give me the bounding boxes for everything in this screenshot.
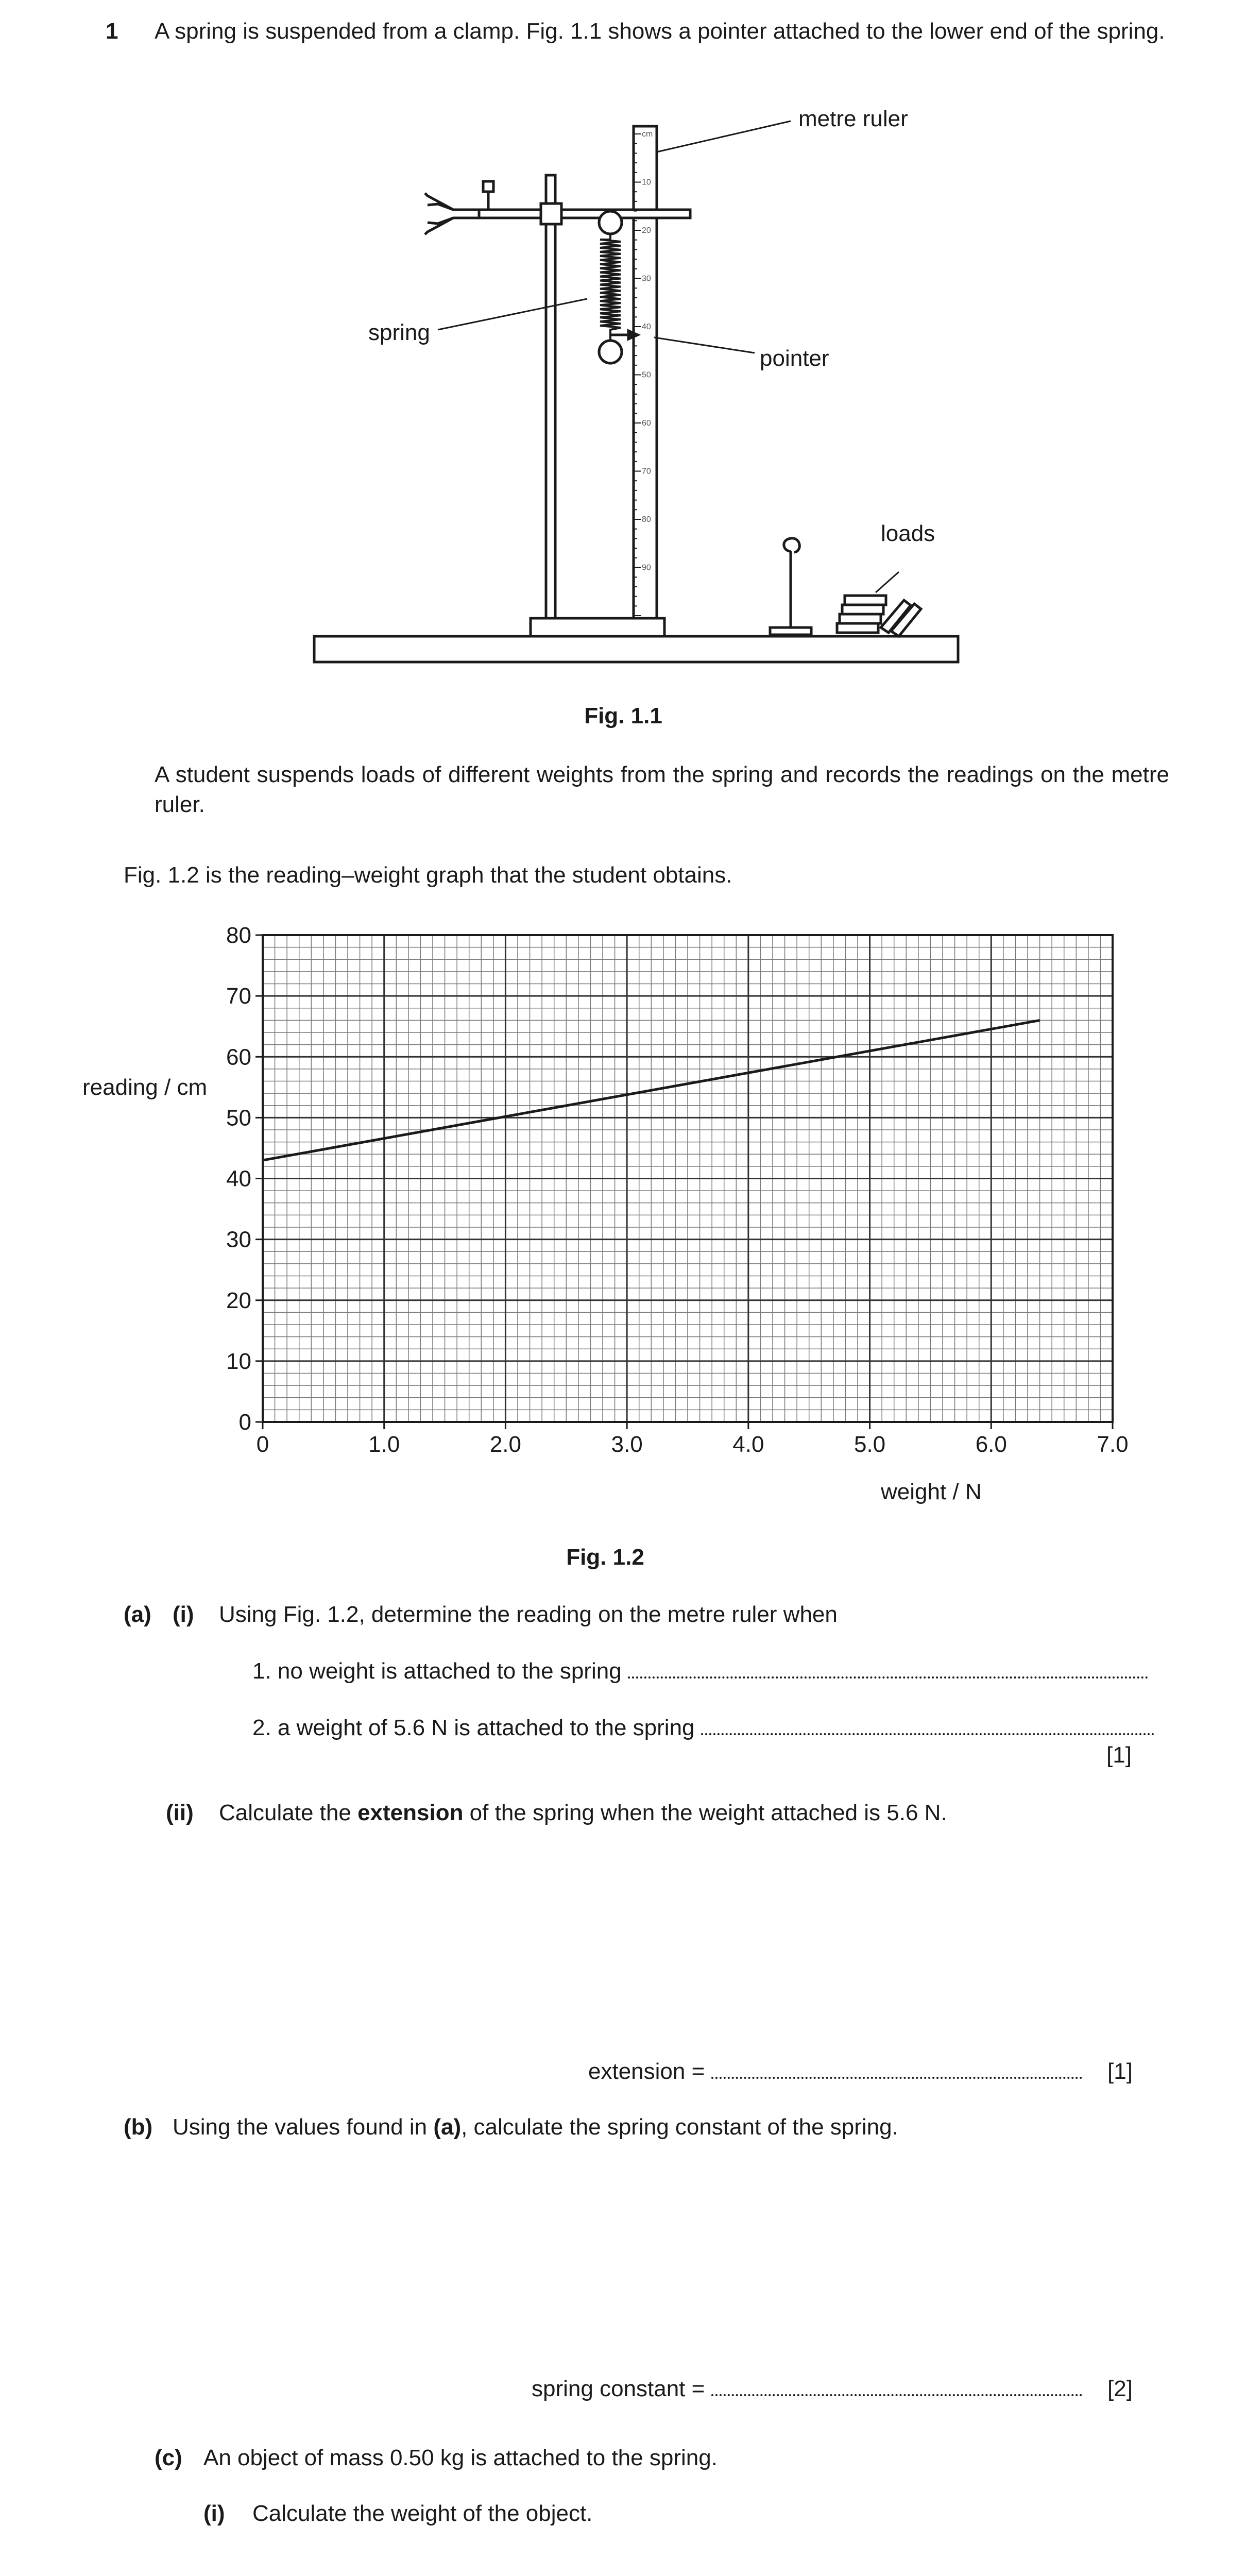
y-tick-label: 10 (226, 1348, 251, 1374)
part-a-i-text: Using Fig. 1.2, determine the reading on the metre ruler when (219, 1602, 838, 1627)
part-c-i-label: (i) (203, 2501, 225, 2526)
label-loads: loads (881, 521, 935, 546)
y-tick-labels (226, 923, 263, 1435)
part-b-text: Using the values found in (a), calculate the spring constant of the spring. (173, 2114, 898, 2140)
x-tick-label: 4.0 (732, 1432, 764, 1457)
x-tick-label: 5.0 (854, 1432, 886, 1457)
x-axis-label: weight / N (881, 1479, 982, 1504)
y-tick-label: 0 (238, 1410, 251, 1435)
marks-a-ii: [1] (1107, 2059, 1133, 2084)
ruler-tick-label: 70 (642, 467, 651, 476)
marks-b: [2] (1107, 2376, 1133, 2401)
part-a-ii-text: Calculate the extension of the spring when the weight attached is 5.6 N. (219, 1800, 947, 1825)
y-tick-label: 50 (226, 1105, 251, 1131)
ruler-tick-label: 20 (642, 226, 651, 235)
x-tick-label: 3.0 (611, 1432, 643, 1457)
label-metre-ruler: metre ruler (798, 108, 908, 131)
answer-line-spring-constant[interactable] (711, 2376, 1082, 2396)
part-a-i-2: 2. a weight of 5.6 N is attached to the spring (252, 1713, 1154, 1743)
y-axis-label: reading / cm (82, 1075, 208, 1100)
fig2-intro: Fig. 1.2 is the reading–weight graph that the student obtains. (124, 862, 732, 888)
ruler-tick-label: 50 (642, 370, 651, 380)
y-tick-label: 30 (226, 1227, 251, 1252)
question-intro: A spring is suspended from a clamp. Fig. 1.1 shows a pointer attached to the lower end of the spring. (155, 19, 1165, 44)
part-b-label: (b) (124, 2114, 153, 2140)
ruler-tick-label: 40 (642, 323, 651, 331)
y-tick-label: 60 (226, 1044, 251, 1070)
answer-line-a-i-1[interactable] (628, 1658, 1148, 1679)
part-a-i-1: 1. no weight is attached to the spring (252, 1656, 1148, 1686)
student-text: A student suspends loads of different weights from the spring and records the readings on the metre ruler. (155, 762, 1169, 817)
y-tick-label: 80 (226, 923, 251, 948)
x-tick-label: 2.0 (489, 1432, 522, 1457)
ruler-tick-label: 30 (642, 274, 651, 283)
ruler-tick-label: 80 (642, 515, 651, 524)
ruler-tick-label: 90 (642, 563, 651, 572)
spring-constant-answer: spring constant = (532, 2374, 1082, 2404)
x-tick-labels (257, 1422, 1129, 1457)
y-tick-label: 70 (226, 984, 251, 1009)
answer-line-a-i-2[interactable] (701, 1715, 1154, 1735)
part-a-ii-label: (ii) (166, 1800, 194, 1825)
label-pointer: pointer (760, 346, 829, 371)
x-tick-label: 0 (256, 1432, 269, 1457)
label-spring: spring (368, 320, 430, 345)
ruler-tick-label: 10 (642, 178, 651, 187)
x-tick-label: 6.0 (975, 1432, 1007, 1457)
x-tick-label: 1.0 (368, 1432, 400, 1457)
marks-a-i: [1] (1106, 1742, 1132, 1768)
answer-line-extension[interactable] (711, 2058, 1082, 2079)
y-tick-label: 20 (226, 1287, 251, 1313)
part-c-i-text: Calculate the weight of the object. (252, 2501, 593, 2526)
part-c-text: An object of mass 0.50 kg is attached to the spring. (203, 2445, 718, 2470)
extension-answer: extension = (588, 2057, 1082, 2087)
fig2-caption: Fig. 1.2 (566, 1545, 644, 1570)
part-a-label: (a) (124, 1602, 151, 1627)
ruler-unit: cm (642, 130, 653, 139)
question-number: 1 (106, 19, 118, 44)
y-tick-label: 40 (226, 1166, 251, 1192)
part-a-i-label: (i) (173, 1602, 194, 1627)
fig1-caption: Fig. 1.1 (584, 703, 662, 728)
part-c-label: (c) (155, 2445, 182, 2470)
x-tick-label: 7.0 (1097, 1432, 1129, 1457)
ruler-tick-label: 60 (642, 419, 651, 428)
